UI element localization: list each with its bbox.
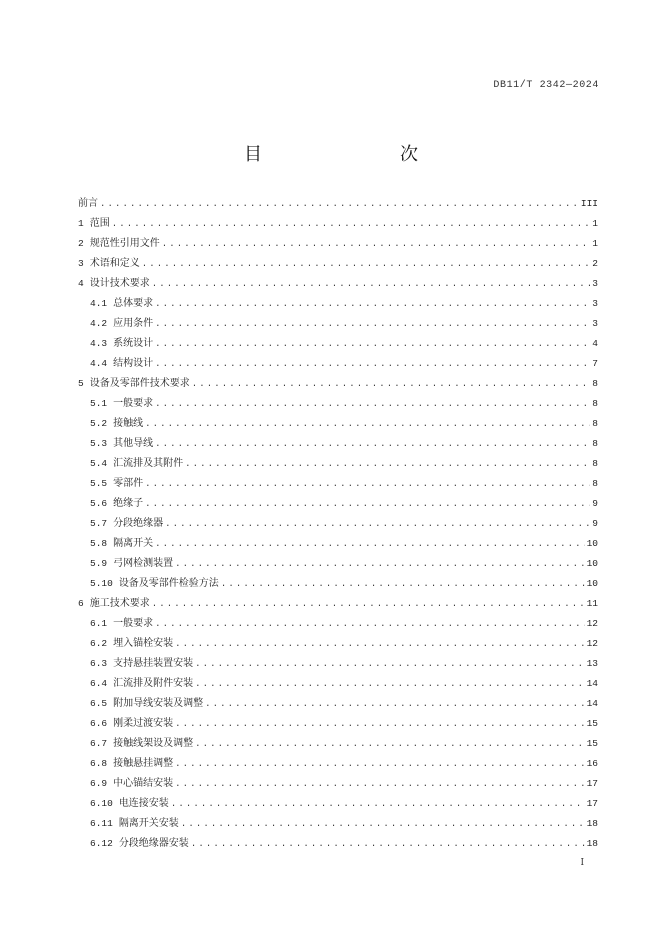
toc-entry-number: 6.4 — [90, 678, 108, 689]
toc-entry-number: 5.2 — [90, 418, 108, 429]
toc-entry-label: 规范性引用文件 — [89, 238, 160, 249]
toc-entry[interactable] — [78, 194, 598, 214]
toc-entry-page: 9 — [592, 518, 598, 529]
toc-entry-label: 前言 — [78, 198, 98, 209]
toc-entry-label: 一般要求 — [113, 618, 154, 629]
toc-entry[interactable] — [78, 434, 598, 454]
toc-entry[interactable] — [78, 694, 598, 714]
toc-entry[interactable] — [78, 374, 598, 394]
toc-entry-label: 施工技术要求 — [89, 598, 150, 609]
toc-entry-page: 10 — [586, 578, 598, 589]
toc-entry-page: 18 — [586, 838, 598, 849]
dot-leader — [155, 359, 590, 369]
toc-entry-number: 6.7 — [90, 738, 108, 749]
toc-entry-label: 附加导线安装及调整 — [113, 698, 204, 709]
dot-leader — [152, 599, 585, 609]
toc-entry-number: 5.3 — [90, 438, 108, 449]
toc-entry-page: 10 — [586, 538, 598, 549]
toc-entry-number: 5.4 — [90, 458, 108, 469]
toc-entry-page: 12 — [586, 618, 598, 629]
toc-entry-page: 15 — [586, 738, 598, 749]
toc-entry[interactable] — [78, 594, 598, 614]
dot-leader — [195, 739, 584, 749]
toc-entry-number: 5.5 — [90, 478, 108, 489]
toc-entry-number: 2 — [78, 238, 84, 249]
toc-entry-label: 零部件 — [113, 478, 144, 489]
dot-leader — [175, 559, 584, 569]
dot-leader — [205, 699, 584, 709]
toc-entry-label: 分段绝缘器安装 — [118, 838, 189, 849]
toc-entry-page: 13 — [586, 658, 598, 669]
toc-entry-label: 弓网检测装置 — [113, 558, 174, 569]
toc-entry-page: 18 — [586, 818, 598, 829]
toc-entry-page: 15 — [586, 718, 598, 729]
dot-leader — [145, 499, 590, 509]
toc-entry[interactable] — [78, 454, 598, 474]
toc-entry[interactable] — [78, 474, 598, 494]
toc-entry-label: 接触线架设及调整 — [113, 738, 194, 749]
toc-entry-label: 结构设计 — [113, 358, 154, 369]
toc-entry[interactable] — [78, 794, 598, 814]
toc-entry-label: 绝缘子 — [113, 498, 144, 509]
toc-entry[interactable] — [78, 714, 598, 734]
toc-entry-number: 6 — [78, 598, 84, 609]
toc-entry[interactable] — [78, 234, 598, 254]
dot-leader — [155, 619, 584, 629]
toc-entry-label: 设计技术要求 — [89, 278, 150, 289]
toc-entry-number: 5.7 — [90, 518, 108, 529]
toc-entry[interactable] — [78, 834, 598, 854]
toc-entry-page: 9 — [592, 498, 598, 509]
toc-entry-label: 系统设计 — [113, 338, 154, 349]
toc-entry-label: 接触悬挂调整 — [113, 758, 174, 769]
toc-entry-label: 其他导线 — [113, 438, 154, 449]
toc-entry[interactable] — [78, 754, 598, 774]
toc-entry-page: 11 — [586, 598, 598, 609]
toc-entry[interactable] — [78, 274, 598, 294]
toc-entry-number: 4.2 — [90, 318, 108, 329]
toc-entry[interactable] — [78, 314, 598, 334]
toc-entry-label: 接触线 — [113, 418, 144, 429]
toc-entry-page: 8 — [592, 418, 598, 429]
toc-entry-number: 1 — [78, 218, 84, 229]
toc-entry-label: 应用条件 — [113, 318, 154, 329]
toc-entry-page: 2 — [592, 258, 598, 269]
dot-leader — [112, 219, 591, 229]
toc-entry-page: 4 — [592, 338, 598, 349]
dot-leader — [181, 819, 585, 829]
toc-entry-number: 4.3 — [90, 338, 108, 349]
toc-entry[interactable] — [78, 334, 598, 354]
dot-leader — [195, 659, 584, 669]
toc-entry-page: 1 — [592, 218, 598, 229]
toc-entry-page: 8 — [592, 478, 598, 489]
dot-leader — [155, 439, 590, 449]
dot-leader — [155, 299, 590, 309]
toc-entry-number: 6.11 — [90, 818, 113, 829]
toc-entry-page: 14 — [586, 698, 598, 709]
toc-entry-number: 6.2 — [90, 638, 108, 649]
toc-entry-number: 6.3 — [90, 658, 108, 669]
dot-leader — [175, 759, 584, 769]
dot-leader — [195, 679, 584, 689]
toc-entry[interactable] — [78, 554, 598, 574]
dot-leader — [145, 419, 590, 429]
dot-leader — [171, 799, 585, 809]
toc-entry-label: 汇流排及附件安装 — [113, 678, 194, 689]
toc-entry-number: 6.1 — [90, 618, 108, 629]
dot-leader — [175, 779, 584, 789]
toc-entry[interactable] — [78, 654, 598, 674]
toc-entry-number: 6.12 — [90, 838, 113, 849]
dot-leader — [145, 479, 590, 489]
toc-entry-page: 8 — [592, 378, 598, 389]
toc-entry[interactable] — [78, 674, 598, 694]
dot-leader — [155, 399, 590, 409]
dot-leader — [152, 279, 591, 289]
toc-entry-number: 5.8 — [90, 538, 108, 549]
toc-entry[interactable] — [78, 514, 598, 534]
dot-leader — [175, 719, 584, 729]
toc-entry-label: 设备及零部件技术要求 — [89, 378, 190, 389]
toc-entry-number: 5.6 — [90, 498, 108, 509]
toc-entry-page: 8 — [592, 458, 598, 469]
toc-entry-number: 5.9 — [90, 558, 108, 569]
toc-entry-number: 5.10 — [90, 578, 113, 589]
toc-entry-number: 5.1 — [90, 398, 108, 409]
toc-entry-label: 支持悬挂装置安装 — [113, 658, 194, 669]
toc-entry-number: 6.6 — [90, 718, 108, 729]
toc-entry-page: 16 — [586, 758, 598, 769]
toc-entry[interactable] — [78, 254, 598, 274]
toc-entry-page: 1 — [592, 238, 598, 249]
table-of-contents — [78, 194, 598, 854]
toc-entry[interactable] — [78, 774, 598, 794]
toc-entry-page: 17 — [586, 778, 598, 789]
dot-leader — [155, 319, 590, 329]
toc-entry-number: 4.1 — [90, 298, 108, 309]
document-code: DB11/T 2342—2024 — [493, 80, 599, 91]
toc-entry-number: 4 — [78, 278, 84, 289]
toc-entry-page: 7 — [592, 358, 598, 369]
toc-entry-label: 术语和定义 — [89, 258, 140, 269]
page-number: I — [580, 858, 584, 868]
toc-entry-number: 5 — [78, 378, 84, 389]
toc-entry-label: 总体要求 — [113, 298, 154, 309]
toc-entry[interactable] — [78, 414, 598, 434]
toc-entry[interactable] — [78, 814, 598, 834]
toc-entry[interactable] — [78, 294, 598, 314]
toc-entry-number: 6.5 — [90, 698, 108, 709]
dot-leader — [175, 639, 584, 649]
toc-entry-label: 隔离开关安装 — [118, 818, 179, 829]
toc-entry[interactable] — [78, 574, 598, 594]
dot-leader — [142, 259, 591, 269]
toc-entry-number: 6.8 — [90, 758, 108, 769]
toc-entry-label: 刚柔过渡安装 — [113, 718, 174, 729]
toc-entry[interactable] — [78, 614, 598, 634]
toc-entry[interactable] — [78, 634, 598, 654]
toc-entry-number: 6.10 — [90, 798, 113, 809]
dot-leader — [191, 839, 585, 849]
toc-entry-page: 12 — [586, 638, 598, 649]
toc-entry-label: 埋入锚栓安装 — [113, 638, 174, 649]
toc-entry-page: III — [580, 198, 598, 209]
toc-entry-page: 3 — [592, 318, 598, 329]
toc-entry[interactable] — [78, 534, 598, 554]
toc-entry-number: 4.4 — [90, 358, 108, 369]
toc-entry-page: 3 — [592, 298, 598, 309]
toc-entry-page: 3 — [592, 278, 598, 289]
toc-entry[interactable] — [78, 394, 598, 414]
dot-leader — [155, 339, 590, 349]
dot-leader — [162, 239, 591, 249]
toc-entry-page: 14 — [586, 678, 598, 689]
toc-entry[interactable] — [78, 494, 598, 514]
dot-leader — [155, 539, 584, 549]
toc-entry-label: 电连接安装 — [118, 798, 169, 809]
toc-entry[interactable] — [78, 354, 598, 374]
toc-entry-label: 一般要求 — [113, 398, 154, 409]
dot-leader — [185, 459, 590, 469]
page-title: 目 次 — [244, 144, 452, 165]
toc-entry-label: 分段绝缘器 — [113, 518, 164, 529]
toc-entry-page: 17 — [586, 798, 598, 809]
toc-entry-label: 设备及零部件检验方法 — [118, 578, 219, 589]
toc-entry[interactable] — [78, 214, 598, 234]
dot-leader — [192, 379, 591, 389]
toc-entry-page: 8 — [592, 438, 598, 449]
toc-entry-label: 中心锚结安装 — [113, 778, 174, 789]
toc-entry-number: 3 — [78, 258, 84, 269]
toc-entry-label: 范围 — [89, 218, 110, 229]
toc-entry-label: 汇流排及其附件 — [113, 458, 184, 469]
toc-entry-page: 8 — [592, 398, 598, 409]
toc-entry[interactable] — [78, 734, 598, 754]
toc-entry-label: 隔离开关 — [113, 538, 154, 549]
dot-leader — [165, 519, 590, 529]
toc-entry-number: 6.9 — [90, 778, 108, 789]
toc-entry-page: 10 — [586, 558, 598, 569]
dot-leader — [100, 199, 579, 209]
dot-leader — [221, 579, 585, 589]
